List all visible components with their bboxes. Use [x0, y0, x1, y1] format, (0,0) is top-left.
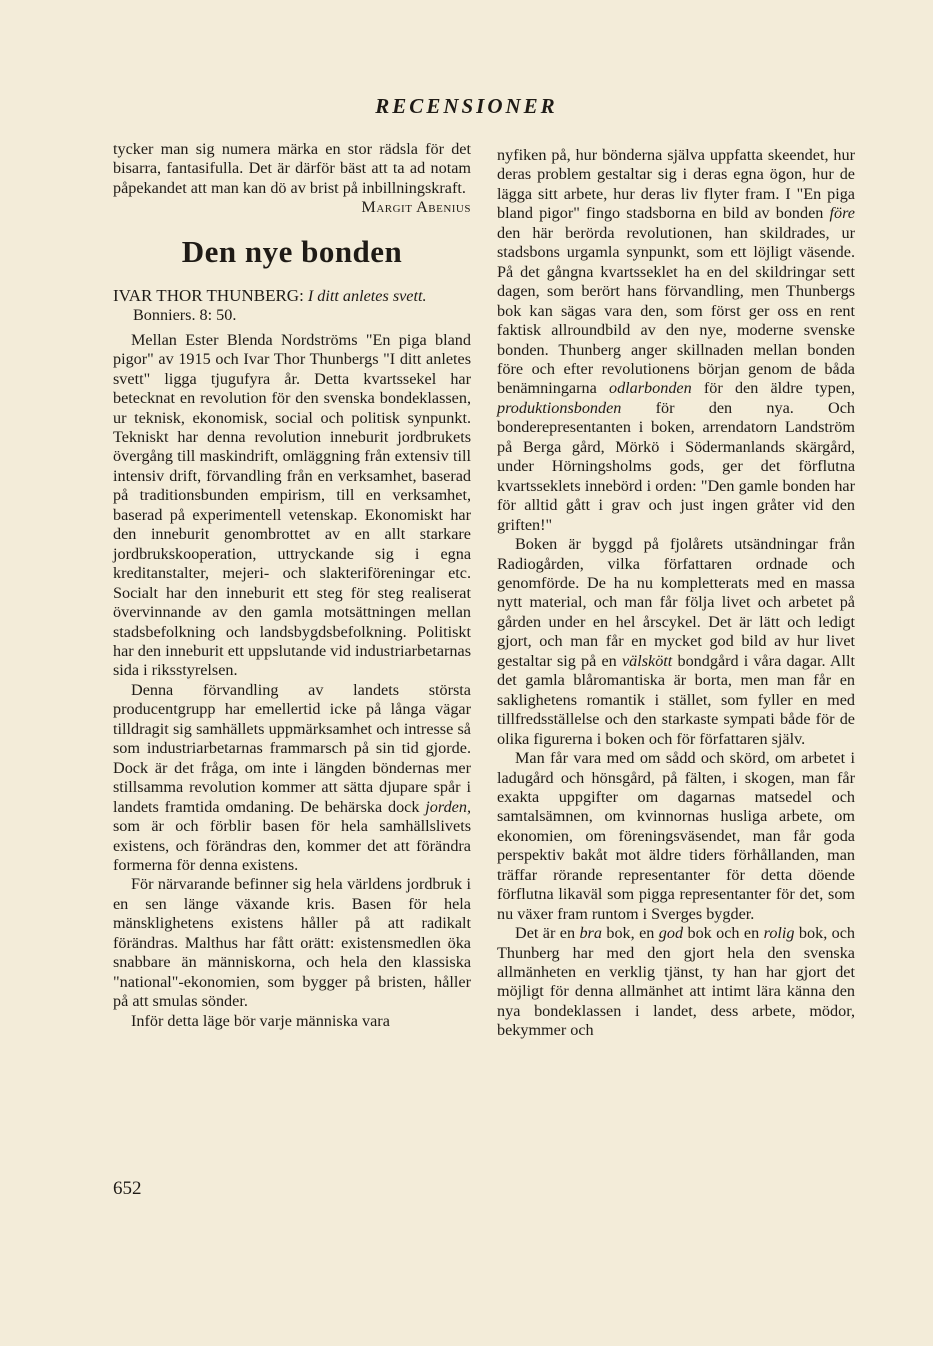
intro-text: tycker man sig numera märka en stor rädsla för det bisarra, fantasifulla. Det är därför bäst att ta ad notam påpekandet att man kan dö av brist på inbillningskraft.: [113, 140, 471, 197]
bibliographic-entry: [113, 286, 471, 326]
body-paragraph: nyfiken på, hur bönderna själva uppfatta skeendet, hur deras problem gestaltar sig i deras egna ögon, hur de lägga sitt arbete, hur deras liv flyter fram. I "En piga bland pigor" fingo stadsborna en bild av bonden före den här berörda revolutionen, han skildrades, ur stadsbons urgamla synpunkt, som ett löjligt väsende. På det gångna kvartsseklet ha en del skildringar sett dagen, som berört hans förvandling, men Thunbergs bok kan sägas vara den, som först ger oss en rent faktisk allroundbild av den nye, moderne svenske bonden. Thunberg anger skillnaden mellan bonden före och efter revolutionens början genom de båda benämningarna odlarbonden för den äldre typen, produktionsbonden för den nya. Och bonderepresentanten i boken, arrendatorn Landström på Berga gård, Mörkö i Södermanlands skärgård, under Hörningsholms gods, ger det förflutna kvartsseklets innebörd i orden: "Den gamle bonden har för alltid gått i grav och just ingen gråter vid den griften!": [497, 146, 856, 534]
bib-book-title: I ditt anletes svett.: [307, 286, 427, 305]
body-paragraph: För närvarande befinner sig hela världens jordbruk i en sen länge växande kris. Basen för hela mänsklighetens existens håller på att radikalt förändras. Malthus har fått orätt: existensmedlen öka snabbare än människorna, och hela den klassiska "national"-ekonomien, som bygger på bristen, håller på att smulas sönder.: [113, 875, 471, 1011]
body-paragraph: Det är en bra bok, en god bok och en rolig bok, och Thunberg har med den gjort hela den svenska allmänheten en verklig tjänst, ty han har gjort det möjligt för denna allmänhet att intimt lära känna den nya bondeklassen i landet, dess arbete, mödor, bekymmer och: [497, 924, 856, 1040]
previous-review-signature: Margit Abenius: [361, 198, 471, 217]
body-paragraph: Man får vara med om sådd och skörd, om arbetet i ladugård och hönsgård, på fälten, i skogen, man får exakta uppgifter om dagarnas matsedel och samtalsämnen, om kvinnornas husliga arbete, om ekonomien, om föreningsväsendet, man får goda perspektiv bakåt mot äldre tiders förhållanden, man träffar rörande representanter för detta döende förflutna likaväl som pigga representanter för det, som nu växer fram runtom i Sverges bygder.: [497, 749, 855, 923]
body-paragraph: Mellan Ester Blenda Nordströms "En piga bland pigor" av 1915 och Ivar Thor Thunbergs "I ditt anletes svett" ligga tjugufyra år. Detta kvartssekel har betecknat en revolution för den svenska bondeklassen, ur teknisk, ekonomisk, social och politisk synpunkt. Tekniskt har denna revolution inneburit jordbrukets övergång till maskindrift, omläggning från extensiv till intensiv drift, förvandling från en verksamhet, baserad på traditionsbunden empirism, till en verksamhet, baserad på experimentell vetenskap. Ekonomiskt har den inneburit genombrottet av en allt starkare jordbrukskooperation, uttryckande sig i egna kreditanstalter, mejeri- och slakteriföreningar etc. Socialt har den inneburit ett steg för steg realiserat övervinnande av den gamla motsättningen mellan stadsbefolkning och landsbygdsbefolkning. Politiskt har den inneburit ett uppslutande vid industriarbetarnas sida i riksstyrelsen.: [113, 330, 471, 680]
body-paragraph: Boken är byggd på fjolårets utsändningar från Radiogården, vilka författaren ordnade och genomförde. De ha nu kompletterats med en massa nytt material, och man får följa livet och arbetet på gården under en hel årscykel. Det är lätt och ledigt gjort, och man får en mycket god bild av hur livet gestaltar sig på en välskött bondgård i våra dagar. Allt det gamla blåromantiska är borta, men man får en saklighetens romantik i stället, som fyller en med tillfredsställelse och den starkaste sympati både för de olika figurerna i boken och för författaren själv.: [497, 535, 856, 748]
running-header: RECENSIONER: [375, 94, 558, 118]
right-column: [497, 146, 855, 1041]
bib-publisher: Bonniers. 8: 50.: [133, 306, 237, 325]
bib-author: IVAR THOR THUNBERG:: [113, 285, 304, 305]
page-number: 652: [113, 1178, 142, 1199]
intro-paragraph: [113, 140, 471, 217]
review-title: Den nye bonden: [181, 234, 403, 270]
left-column: [113, 140, 471, 1031]
body-paragraph: Inför detta läge bör varje människa vara: [131, 1011, 390, 1030]
body-paragraph: Denna förvandling av landets största producentgrupp har emellertid icke på långa vägar tilldragit sig samhällets uppmärksamhet och intresse så som industriarbetarnas frammarsch på sin tid gjorde. Dock är det fråga, om inte i längden böndernas mer stillsamma revolution kommer att sätta djupare spår i landets framtida omdaning. De behärska dock jorden, som är och förblir basen för hela samhällslivets existens, och förändras den, kommer det att förändra formerna för denna existens.: [113, 680, 471, 874]
